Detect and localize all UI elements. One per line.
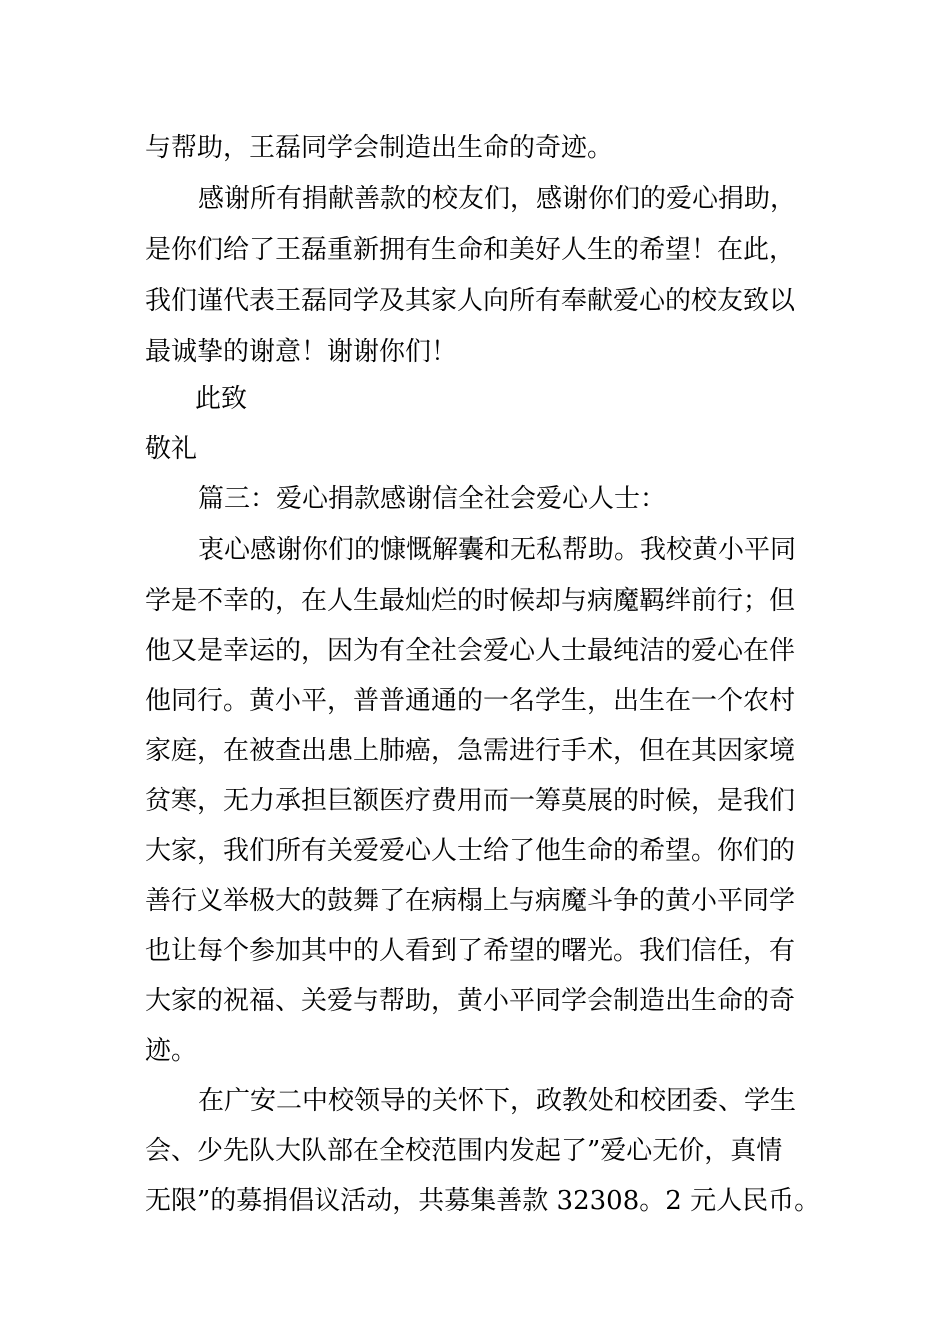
section-heading: 篇三：爱心捐款感谢信全社会爱心人士：: [198, 484, 667, 514]
closing-salutation: 此致: [195, 384, 248, 414]
paragraph-line: 是你们给了王磊重新拥有生命和美好人生的希望！在此，: [145, 235, 796, 265]
paragraph-line: 在广安二中校领导的关怀下，政教处和校团委、学生: [198, 1086, 797, 1116]
paragraph-line: 迹。: [145, 1036, 198, 1066]
paragraph-line: 学是不幸的，在人生最灿烂的时候却与病魔羁绊前行；但: [145, 586, 796, 616]
paragraph-line: 也让每个参加其中的人看到了希望的曙光。我们信任，有: [145, 936, 796, 966]
paragraph-line: 善行义举极大的鼓舞了在病榻上与病魔斗争的黄小平同学: [145, 886, 796, 916]
paragraph-line: 我们谨代表王磊同学及其家人向所有奉献爱心的校友致以: [145, 286, 796, 316]
paragraph-line: 感谢所有捐献善款的校友们，感谢你们的爱心捐助，: [198, 184, 797, 214]
paragraph-line: 与帮助，王磊同学会制造出生命的奇迹。: [145, 133, 614, 163]
paragraph-line: 大家的祝福、关爱与帮助，黄小平同学会制造出生命的奇: [145, 986, 796, 1016]
paragraph-line: 他同行。黄小平，普普通通的一名学生，出生在一个农村: [145, 686, 796, 716]
paragraph-line: 大家，我们所有关爱爱心人士给了他生命的希望。你们的: [145, 836, 796, 866]
paragraph-line: 会、少先队大队部在全校范围内发起了”爱心无价，真情: [145, 1136, 783, 1166]
paragraph-line: 他又是幸运的，因为有全社会爱心人士最纯洁的爱心在伴: [145, 636, 796, 666]
paragraph-line: 家庭，在被查出患上肺癌，急需进行手术，但在其因家境: [145, 736, 796, 766]
paragraph-line: 衷心感谢你们的慷慨解囊和无私帮助。我校黄小平同: [198, 535, 797, 565]
paragraph-line: 贫寒，无力承担巨额医疗费用而一筹莫展的时候，是我们: [145, 786, 796, 816]
closing-regards: 敬礼: [145, 434, 198, 464]
paragraph-line: 最诚挚的谢意！谢谢你们！: [145, 337, 458, 367]
paragraph-line: 无限”的募捐倡议活动，共募集善款 32308。2 元人民币。: [145, 1186, 821, 1216]
